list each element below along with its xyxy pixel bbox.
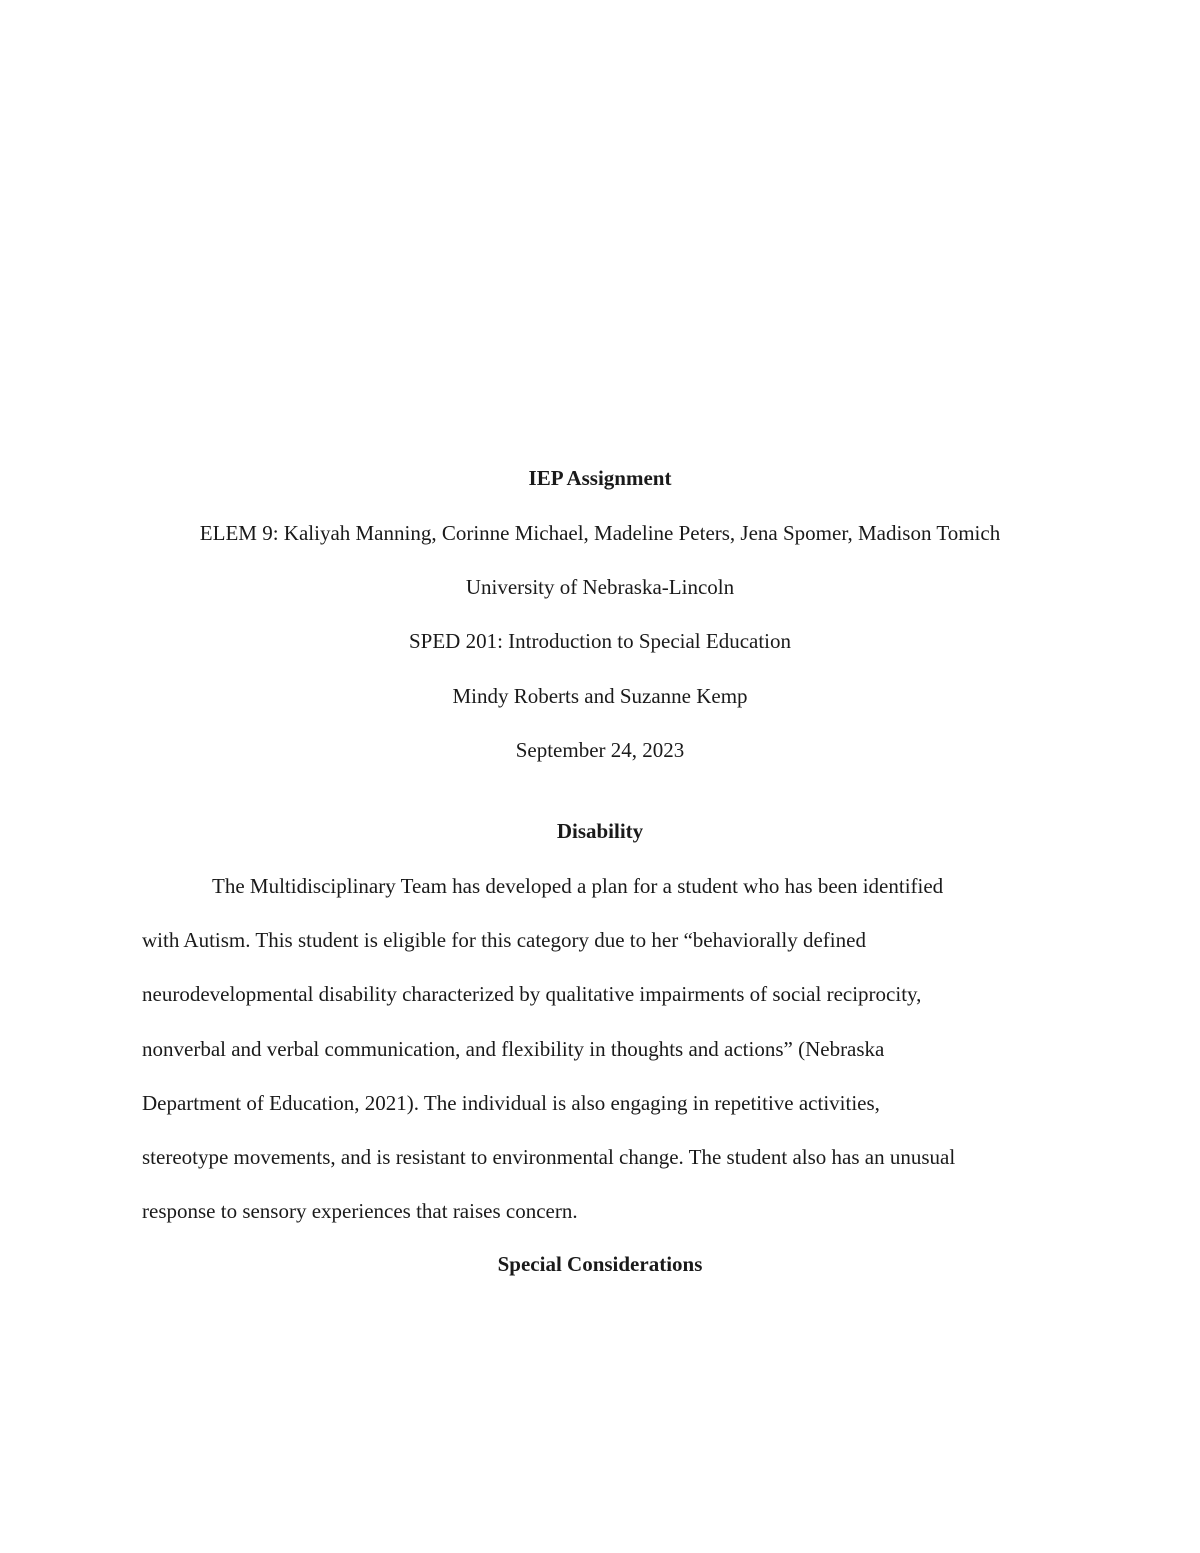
paragraph-line: stereotype movements, and is resistant to environmental change. The student also has an unusual (142, 1145, 956, 1169)
author-list: ELEM 9: Kaliyah Manning, Corinne Michael, Madeline Peters, Jena Spomer, Madison Tomich (199, 521, 1001, 545)
course-name: SPED 201: Introduction to Special Education (408, 629, 792, 653)
institution: University of Nebraska-Lincoln (465, 575, 735, 599)
section-heading-disability: Disability (556, 819, 644, 843)
paragraph-line: Department of Education, 2021). The individual is also engaging in repetitive activities, (142, 1091, 880, 1115)
paragraph-line: The Multidisciplinary Team has developed a plan for a student who has been identified (212, 874, 944, 898)
paragraph-line: response to sensory experiences that raises concern. (142, 1199, 578, 1223)
instructor-names: Mindy Roberts and Suzanne Kemp (452, 684, 748, 708)
paragraph-line: neurodevelopmental disability characterized by qualitative impairments of social reciprocity, (142, 982, 922, 1006)
paragraph-line: nonverbal and verbal communication, and flexibility in thoughts and actions” (Nebraska (142, 1037, 885, 1061)
due-date: September 24, 2023 (515, 738, 685, 762)
paragraph-line: with Autism. This student is eligible for this category due to her “behaviorally defined (142, 928, 866, 952)
document-title: IEP Assignment (528, 466, 672, 490)
section-heading-special-considerations: Special Considerations (497, 1252, 703, 1276)
